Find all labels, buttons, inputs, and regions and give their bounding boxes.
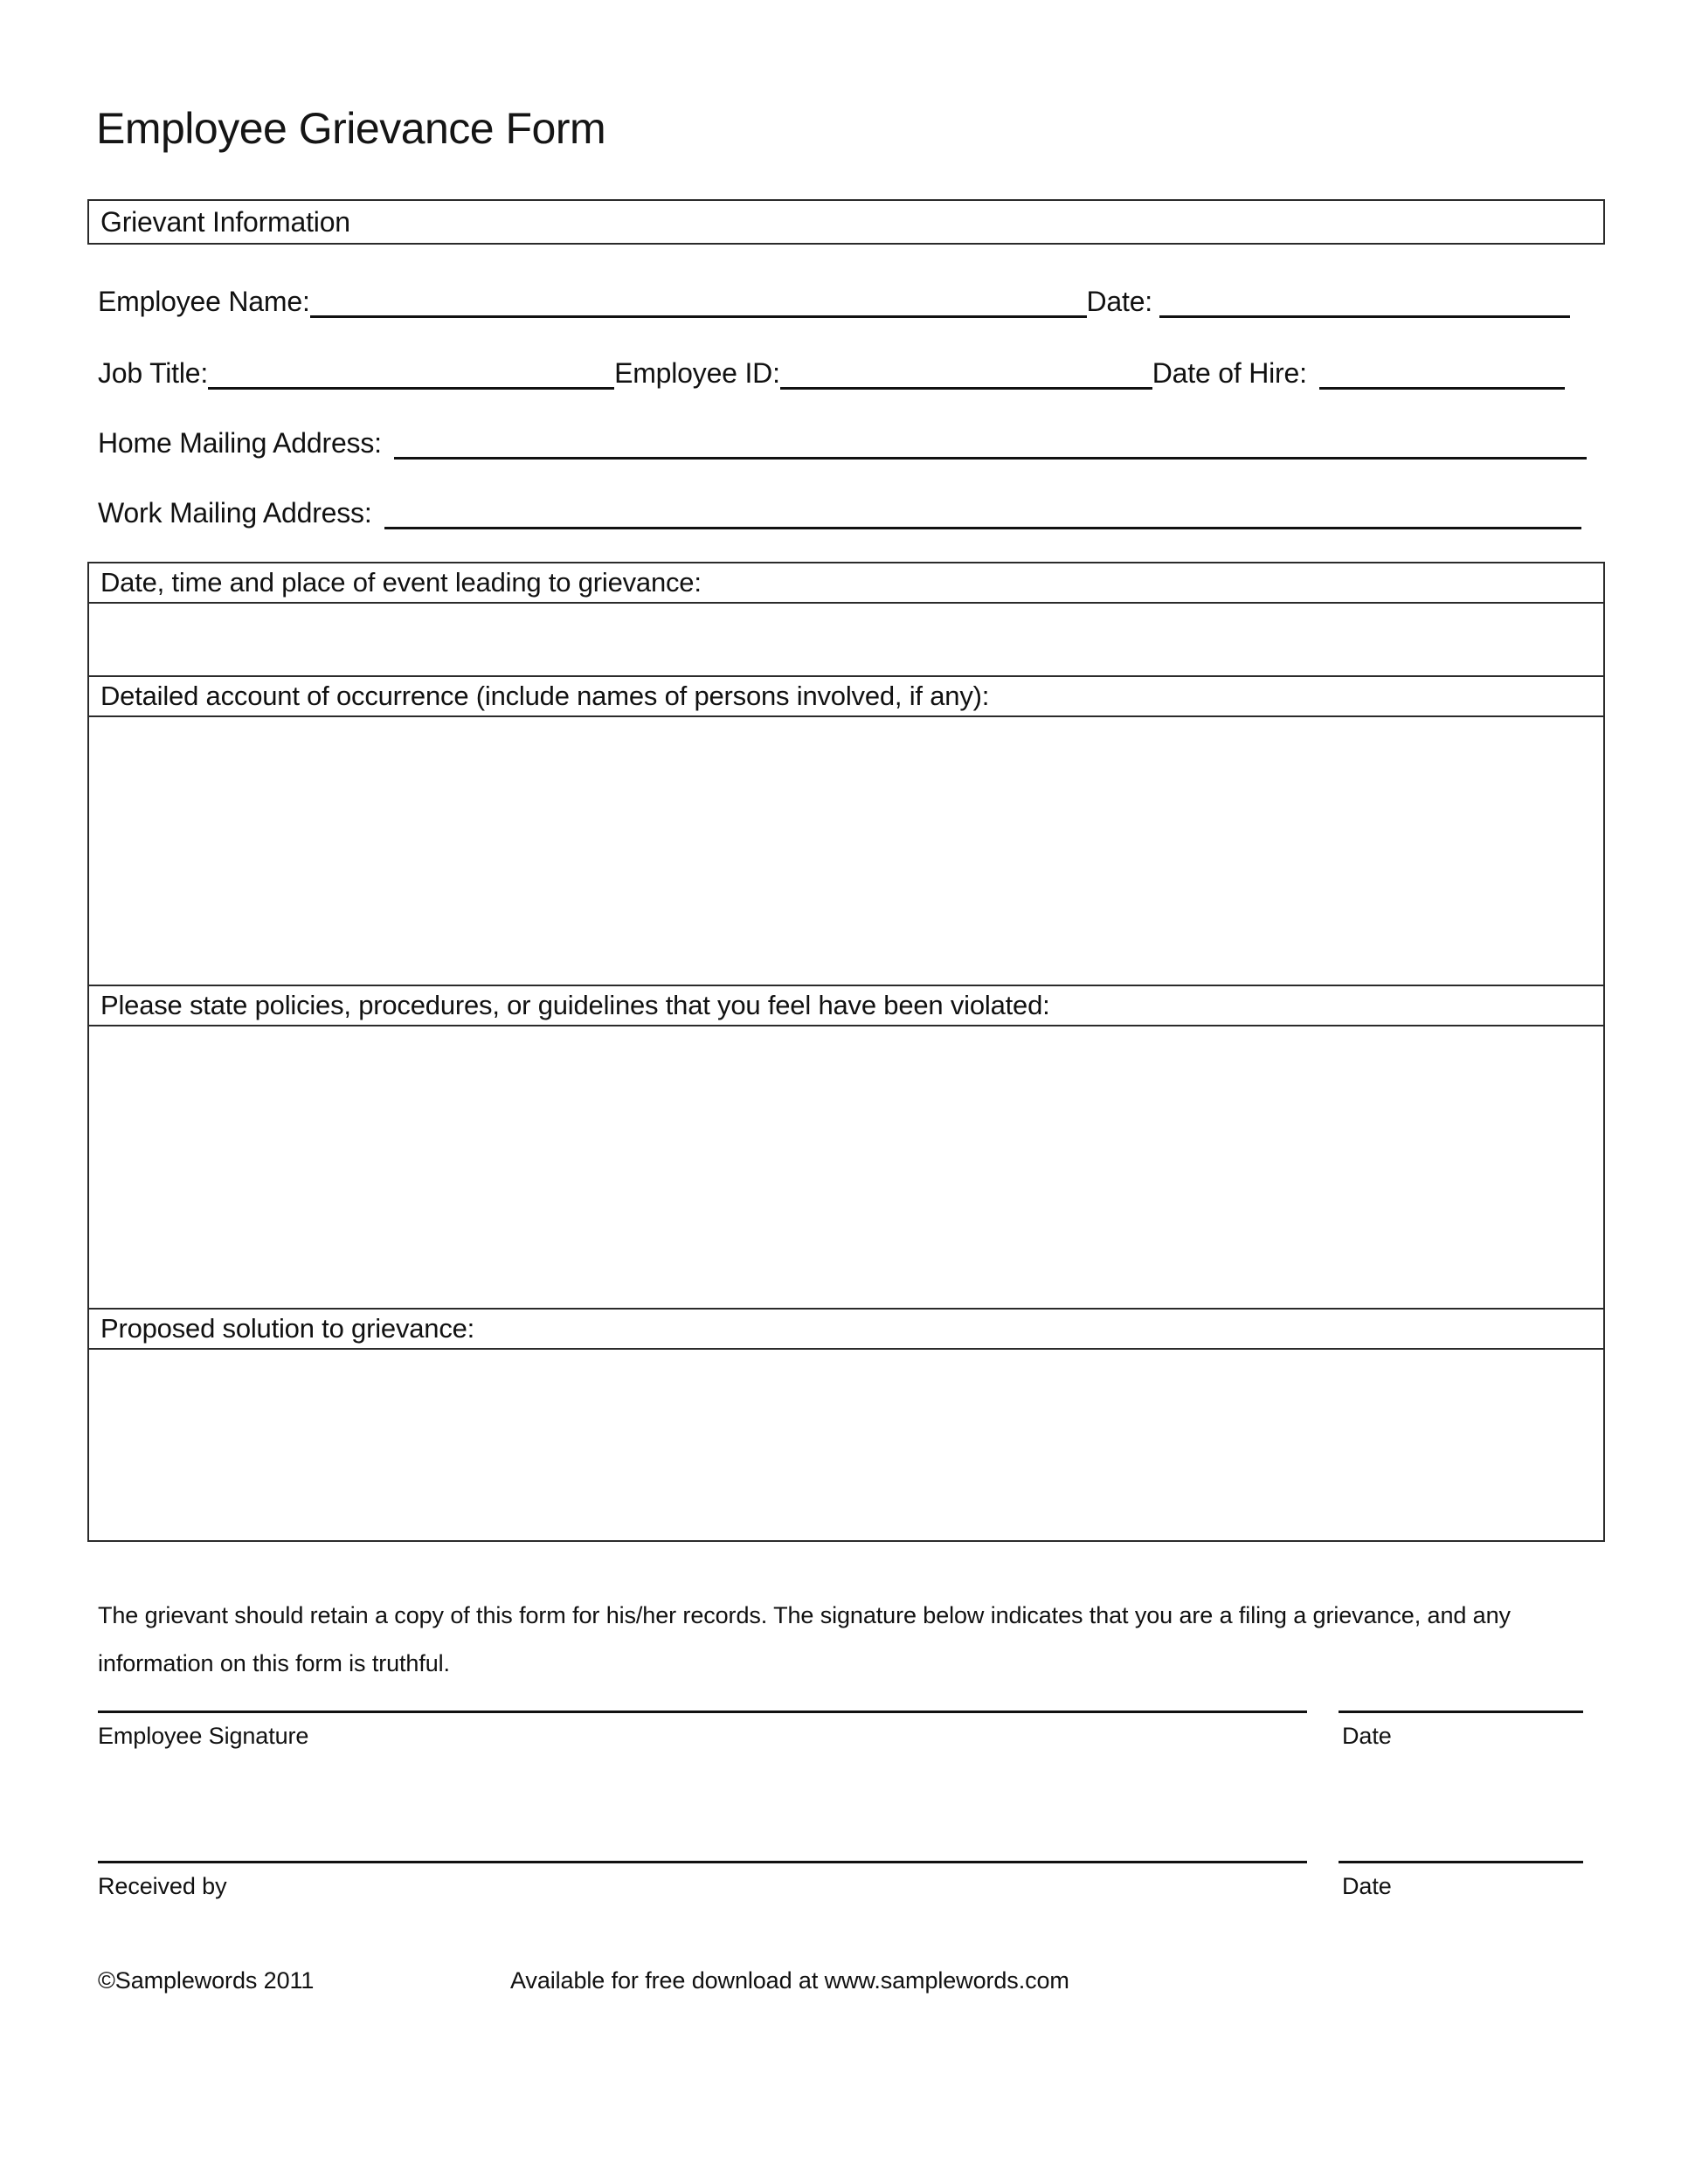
- job-title-input[interactable]: [208, 356, 614, 390]
- employee-id-input[interactable]: [780, 356, 1152, 390]
- policies-violated-header-label: Please state policies, procedures, or guidelines that you feel have been violated:: [100, 990, 1050, 1020]
- home-mailing-address-input[interactable]: [394, 426, 1587, 460]
- date-of-hire-input[interactable]: [1319, 356, 1565, 390]
- employee-signature-date-line[interactable]: [1339, 1711, 1583, 1713]
- proposed-solution-input[interactable]: [89, 1350, 1603, 1540]
- date-input[interactable]: [1159, 285, 1570, 318]
- detailed-account-header: [89, 677, 1603, 717]
- proposed-solution-header-label: Proposed solution to grievance:: [100, 1313, 475, 1344]
- employee-signature-line[interactable]: [98, 1711, 1307, 1713]
- proposed-solution-header: [89, 1310, 1603, 1350]
- work-mailing-address-input[interactable]: [384, 496, 1581, 529]
- received-by-line[interactable]: [98, 1861, 1307, 1863]
- date-of-hire-label: Date of Hire:: [1152, 357, 1307, 389]
- copyright-text: ©Samplewords 2011: [98, 1967, 315, 1994]
- policies-violated-input[interactable]: [89, 1026, 1603, 1310]
- availability-text: Available for free download at www.samplewords.com: [510, 1967, 1069, 1994]
- detailed-account-header-label: Detailed account of occurrence (include names of persons involved, if any):: [100, 681, 990, 711]
- retention-note: The grievant should retain a copy of this form for his/her records. The signature below indicates that you are a filing a grievance, and any information on this form is truthful.: [98, 1602, 1511, 1676]
- employee-name-label: Employee Name:: [98, 286, 310, 317]
- employee-id-label: Employee ID:: [614, 357, 780, 389]
- section-header-grievant-information: [87, 199, 1605, 245]
- event-details-header-label: Date, time and place of event leading to grievance:: [100, 567, 702, 598]
- field-row-job-id-hire: [98, 356, 1565, 390]
- received-by-label: Received by: [98, 1873, 227, 1899]
- received-by-date-line[interactable]: [1339, 1861, 1583, 1863]
- event-details-header: [89, 563, 1603, 604]
- field-row-name-date: [98, 285, 1570, 318]
- job-title-label: Job Title:: [98, 357, 209, 389]
- date-label: Date:: [1086, 286, 1152, 317]
- detailed-account-input[interactable]: [89, 717, 1603, 986]
- employee-signature-label: Employee Signature: [98, 1723, 309, 1749]
- field-row-work-address: [98, 496, 1581, 529]
- employee-signature-date-label: Date: [1342, 1723, 1392, 1749]
- work-mailing-address-label: Work Mailing Address:: [98, 497, 372, 529]
- received-by-date-label: Date: [1342, 1873, 1392, 1899]
- grievance-detail-table: [87, 562, 1605, 1542]
- policies-violated-header: [89, 986, 1603, 1026]
- employee-name-input[interactable]: [310, 285, 1087, 318]
- section-header-label: Grievant Information: [100, 205, 350, 238]
- field-row-home-address: [98, 426, 1587, 460]
- home-mailing-address-label: Home Mailing Address:: [98, 427, 382, 459]
- page-title: Employee Grievance Form: [96, 104, 606, 153]
- event-details-input[interactable]: [89, 604, 1603, 677]
